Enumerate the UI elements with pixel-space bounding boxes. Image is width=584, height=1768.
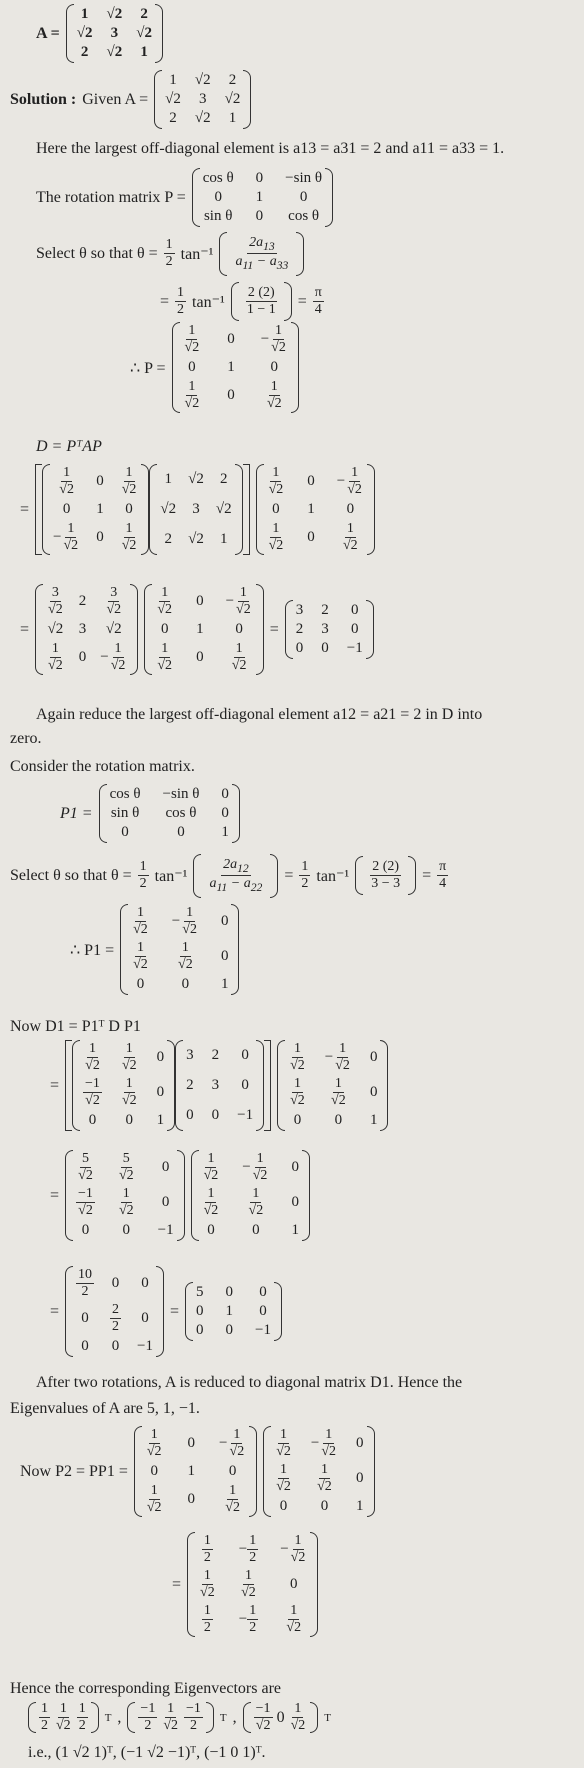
problem-label: A =	[36, 24, 60, 42]
solution-line	[10, 70, 251, 129]
D1-product: = $\frac{1}{√2}$ $\frac{1}{√2}$ 0 $\frac{-1}{√2}$ $\frac{1}{√2}$ 0 0 0 1 3 2 0 2 3 0 0 0 −1 $\frac{1}{√2}$ − $\frac{1}{√2}$ 0 $\frac{1}{√2}$ $\frac{1}{√2}$ 0 0 0 1	[50, 1040, 388, 1131]
after-two-text: After two rotations, A is reduced to diagonal matrix D1. Hence the	[36, 1374, 463, 1391]
eigenvalues-text: Eigenvalues of A are 5, 1, −1.	[10, 1400, 200, 1417]
matrix-A: 1 √2 2 √2 3 √2 2 √2 1	[66, 4, 163, 63]
P2-product: Now P2 = PP1 = $\frac{1}{√2}$ 0 − $\frac{1}{√2}$ 0 1 0 $\frac{1}{√2}$ 0 $\frac{1}{√2}$ $\frac{1}{√2}$ − $\frac{1}{√2}$ 0 $\frac{1}{√2}$ $\frac{1}{√2}$ 0 0 0 1	[20, 1426, 375, 1517]
rotation-matrix	[36, 168, 333, 227]
eigvec-fractions: $\frac{1}{2}$ $\frac{1}{√2}$ $\frac{1}{2}$ T , $\frac{-1}{2}$ $\frac{1}{√2}$ $\frac{-1}{2}$ T , $\frac{-1}{√2}$ 0 $\frac{1}{√2}$ T	[28, 1702, 331, 1733]
theta1-step: = $\frac{1}{2}$ tan⁻¹ $\frac{2 (2)}{1 - 1}$ = $\frac{\pi}{4}$	[160, 282, 324, 321]
rotation-intro: The rotation matrix P =	[36, 188, 186, 206]
D-product: = $\frac{1}{√2}$ 0 $\frac{1}{√2}$ 0 1 0 − $\frac{1}{√2}$ 0 $\frac{1}{√2}$ 1 √2 2 √2 3 √2 2 √2 1 $\frac{1}{√2}$ 0 − $\frac{1}{√2}$ 0 1 0 $\frac{1}{√2}$ 0 $\frac{1}{√2}$	[20, 464, 375, 555]
ie-text: i.e., (1 √2 1)ᵀ, (−1 √2 −1)ᵀ, (−1 0 1)ᵀ.	[28, 1744, 266, 1761]
now-D1: Now D1 = P1ᵀ D P1	[10, 1018, 141, 1035]
consider-text: Consider the rotation matrix.	[10, 758, 195, 775]
matrix-D1: 5 0 0 0 1 0 0 0 −1	[185, 1282, 282, 1341]
P1-rotation: P1 = cos θ −sin θ 0 sin θ cos θ 0 0 0 1	[60, 784, 240, 843]
D-equation: D = PᵀAP	[36, 438, 102, 455]
matrix-A-given: 1 √2 2 √2 3 √2 2 √2 1	[154, 70, 251, 129]
D1-step2: = $\frac{5}{√2}$ $\frac{5}{√2}$ 0 $\frac{-1}{√2}$ $\frac{1}{√2}$ 0 0 0 −1 $\frac{1}{√2}$ − $\frac{1}{√2}$ 0 $\frac{1}{√2}$ $\frac{1}{√2}$ 0 0 0 1	[50, 1150, 310, 1241]
zero-text: zero.	[10, 730, 42, 747]
rotation-P: cos θ 0 −sin θ 0 1 0 sin θ 0 cos θ	[192, 168, 333, 227]
largest-offdiag-text: Here the largest off-diagonal element is a13 = a31 = 2 and a11 = a33 = 1.	[36, 140, 505, 157]
P1-values: ∴ P1 = $\frac{1}{√2}$ − $\frac{1}{√2}$ 0 $\frac{1}{√2}$ $\frac{1}{√2}$ 0 0 0 1	[70, 904, 239, 995]
D-result: = $\frac{3}{√2}$ 2 $\frac{3}{√2}$ √2 3 √2 $\frac{1}{√2}$ 0 − $\frac{1}{√2}$ $\frac{1}{√2}$ 0 − $\frac{1}{√2}$ 0 1 0 $\frac{1}{√2}$ 0 $\frac{1}{√2}$ = 3 2 0 2 3 0 0 0 −1	[20, 584, 374, 675]
again-reduce-text: Again reduce the largest off-diagonal element a12 = a21 = 2 in D into	[36, 706, 483, 723]
solution-label: Solution :	[10, 90, 77, 108]
given-label: Given A =	[82, 90, 149, 108]
theta1-line: Select θ so that θ = $\frac{1}{2}$ tan⁻¹ $\frac{2a_{13}}{a_{11} - a_{33}}$	[36, 232, 304, 276]
select-theta-1: Select θ so that θ =	[36, 244, 158, 262]
P2-result: = $\frac{1}{2}$ − $\frac{1}{2}$ − $\frac{1}{√2}$ $\frac{1}{√2}$ $\frac{1}{√2}$ 0 $\frac{1}{2}$ − $\frac{1}{2}$ $\frac{1}{√2}$	[172, 1532, 318, 1637]
P-label: ∴ P =	[130, 359, 166, 377]
matrix-D: 3 2 0 2 3 0 0 0 −1	[285, 600, 374, 659]
theta2-line: Select θ so that θ = $\frac{1}{2}$ tan⁻¹ $\frac{2a_{12}}{a_{11} - a_{22}}$ = $\frac{1}{2}$ tan⁻¹ $\frac{2 (2)}{3 - 3}$ = $\frac{\pi}{4}$	[10, 854, 448, 898]
hence-eigvec-text: Hence the corresponding Eigenvectors are	[10, 1680, 281, 1697]
problem-matrix	[36, 4, 163, 63]
P-matrix: ∴ P = $\frac{1}{√2}$ 0 − $\frac{1}{√2}$ 0 1 0 $\frac{1}{√2}$ 0 $\frac{1}{√2}$	[130, 322, 299, 413]
D1-result: = $\frac{10}{2}$ 0 0 0 $\frac{2}{2}$ 0 0 0 −1 = 5 0 0 0 1 0 0 0 −1	[50, 1266, 282, 1357]
